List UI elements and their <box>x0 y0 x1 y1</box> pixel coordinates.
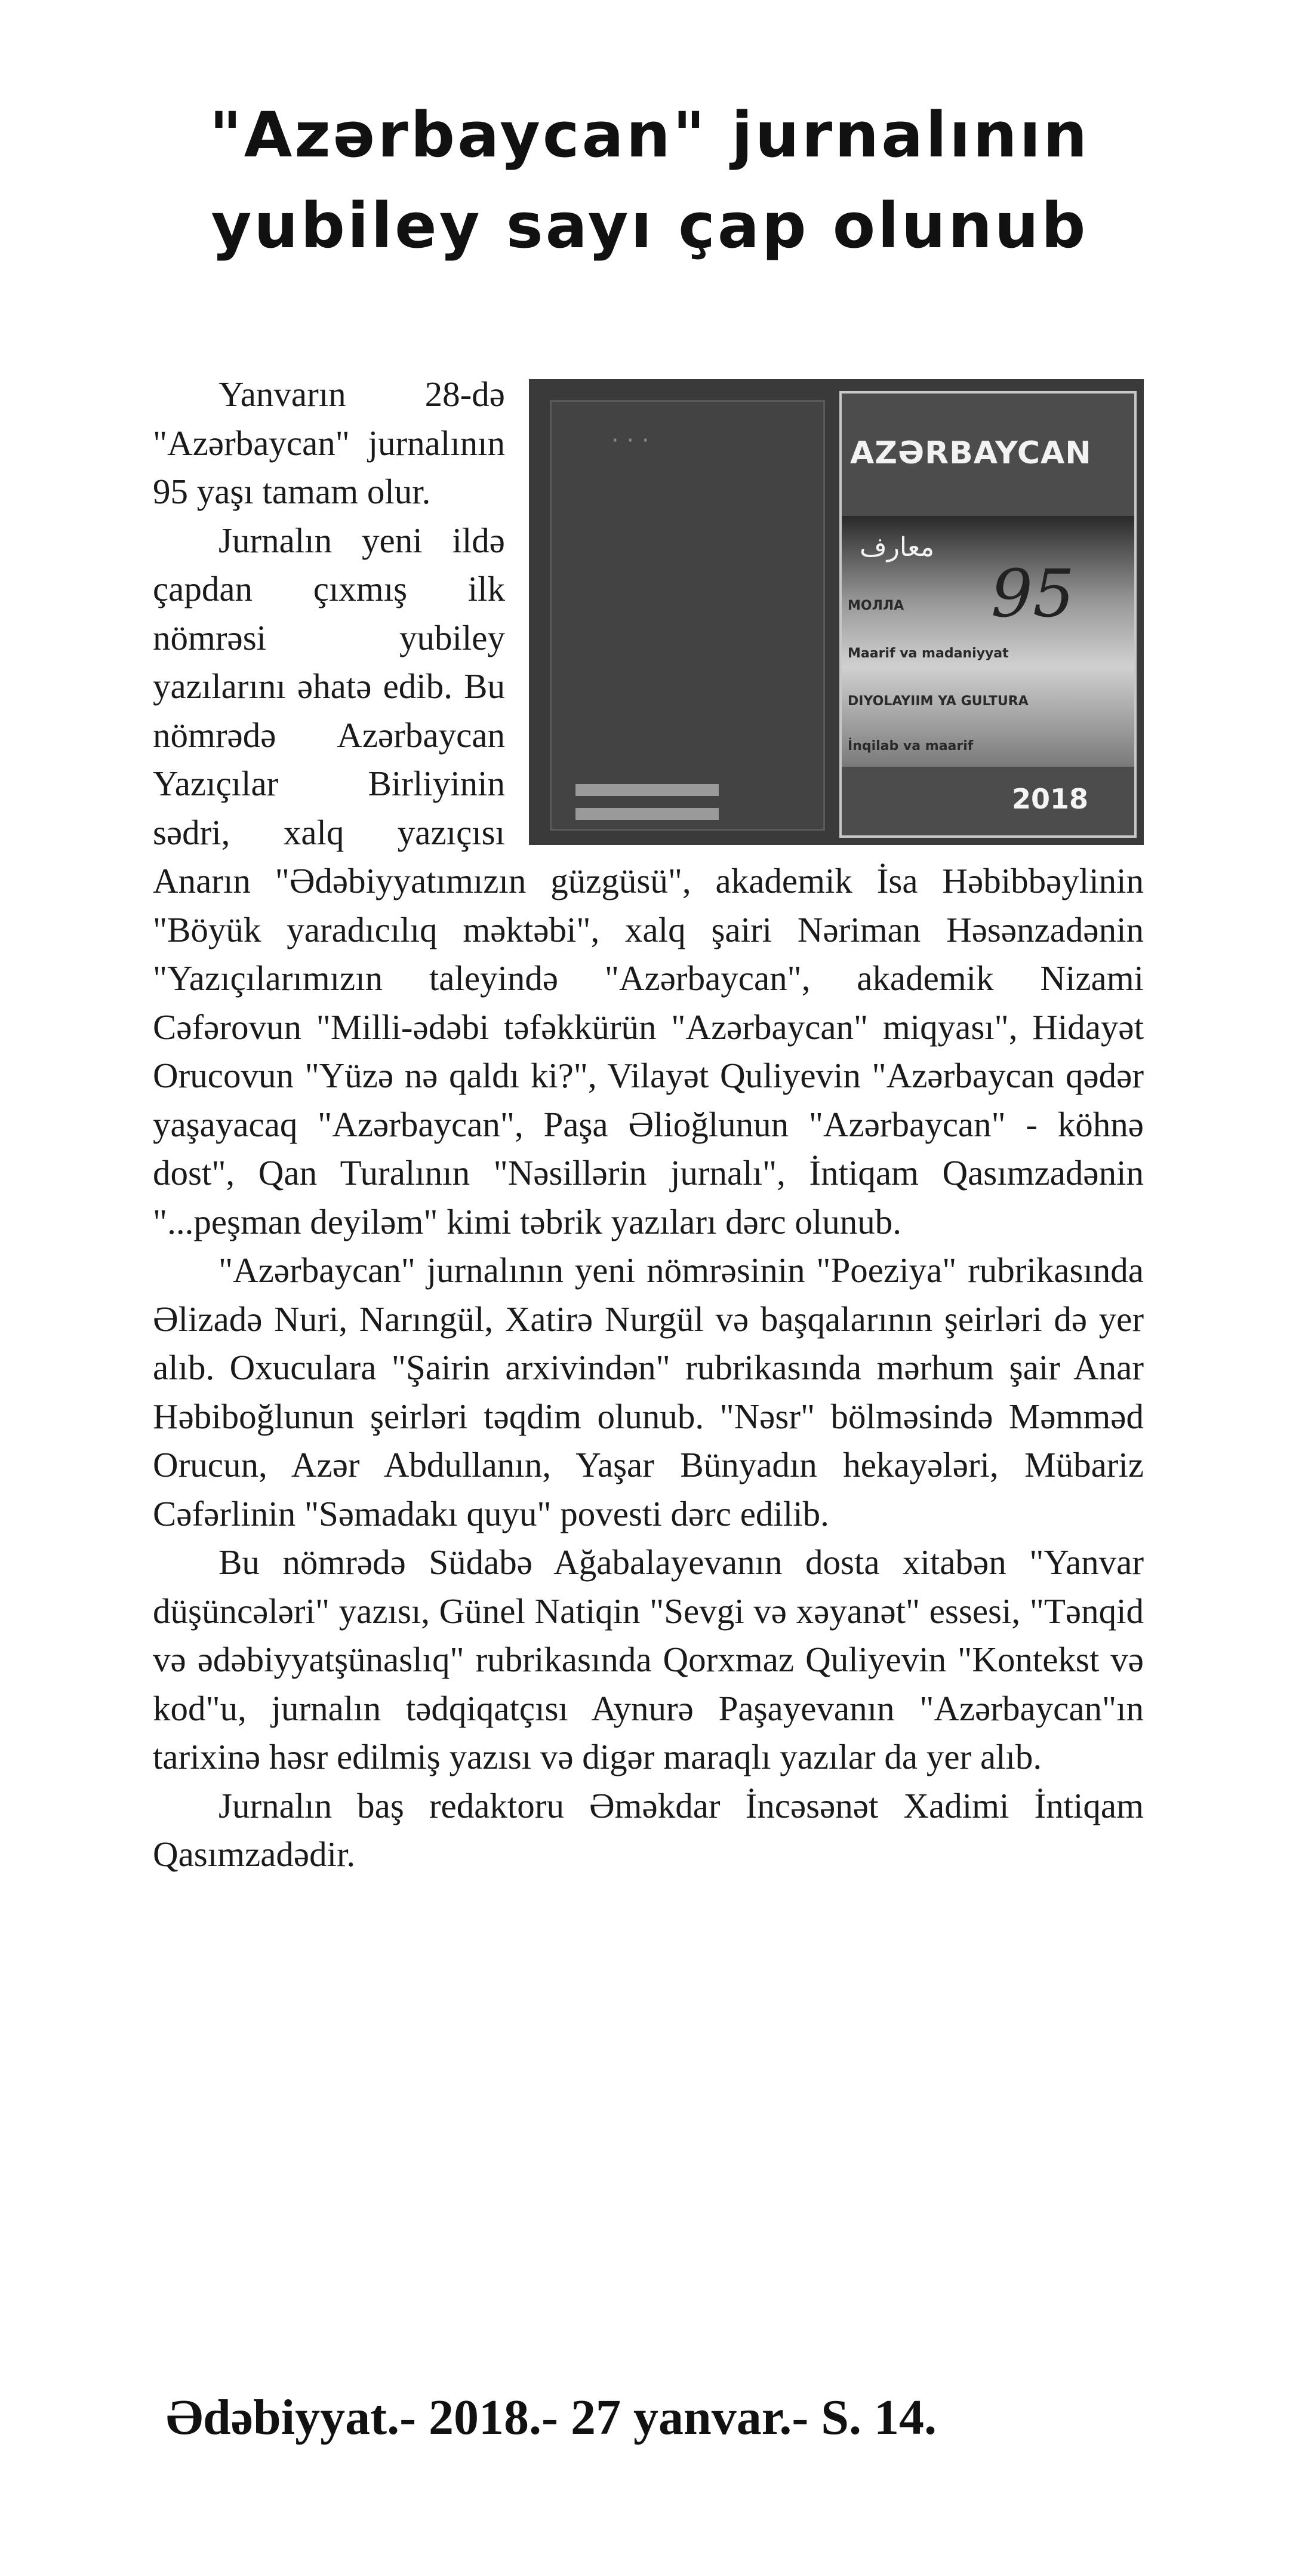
headline <box>0 90 1299 271</box>
cover-old-title: Maarif va madaniyyat <box>848 646 1009 661</box>
paragraph: "Azərbaycan" jurnalının yeni nömrəsinin "Poeziya" rubrikasında Əlizadə Nuri, Narıngül, Xatirə Nurgül və başqalarının şeirləri də yer alıb. Oxuculara "Şairin arxivindən" rubrikasında mərhum şair Anar Həbiboğlunun şeirləri təqdim olunub. "Nəsr" bölməsində Məmməd Orucun, Azər Abdullanın, Yaşar Bünyadın hekayələri, Mübariz Cəfərlinin "Səmadakı quyu" povesti dərc edilib. <box>153 1250 1144 1533</box>
paragraph: Yanvarın 28-də "Azərbaycan" jurnalının 95 yaşı tamam olur. <box>153 374 505 511</box>
cover-back-stamp <box>575 808 719 820</box>
headline-line-1: "Azərbaycan" jurnalının <box>209 99 1090 171</box>
paragraph: Bu nömrədə Südabə Ağabalayevanın dosta xitabən "Yanvar düşüncələri" yazısı, Günel Natiqin "Sevgi və xəyanət" essesi, "Tənqid və ədəbiyyatşünaslıq" rubrikasında Qorxmaz Quliyevin "Kontekst və kod"u, jurnalın tədqiqatçısı Aynurə Paşayevanın "Azərbaycan"ın tarixinə həsr edilmiş yazısı və digər maraqlı yazılar da yer alıb. <box>153 1542 1144 1776</box>
cover-anniversary-number: 95 <box>991 555 1075 632</box>
paragraph: Jurnalın baş redaktoru Əməkdar İncəsənət Xadimi İntiqam Qasımzadədir. <box>153 1785 1144 1874</box>
cover-back-title: · · · <box>611 427 650 454</box>
article-body <box>153 370 1144 1879</box>
source-citation: Ədəbiyyat.- 2018.- 27 yanvar.- S. 14. <box>166 2390 937 2445</box>
cover-old-title: МОЛЛА <box>848 598 904 613</box>
cover-front <box>839 391 1137 838</box>
cover-back-stamp <box>575 784 719 796</box>
cover-back <box>550 400 825 831</box>
cover-arabic-title: معارف <box>860 532 935 562</box>
cover-photo-band <box>842 516 1134 767</box>
headline-line-2: yubiley sayı çap olunub <box>211 189 1088 262</box>
cover-year: 2018 <box>1012 782 1089 815</box>
cover-old-title: DIYOLAYIIM YA GULTURA <box>848 694 1029 709</box>
cover-magazine-title: AZƏRBAYCAN <box>850 435 1092 471</box>
magazine-cover-photo <box>529 379 1144 845</box>
paragraph: Jurnalın yeni ildə çapdan çıxmış ilk nömrəsi yubiley yazılarını əhatə edib. Bu nömrədə Azərbaycan Yazıçılar Birliyinin sədri, xalq yazıçısı Anarın "Ədəbiyyatımızın güzgüsü", akademik İsa Həbibbəylinin "Böyük yaradıcılıq məktəbi", xalq şairi Nəriman Həsənzadənin "Yazıçılarımızın taleyində "Azərbaycan", akademik Nizami Cəfərovun "Milli-ədəbi təfəkkürün "Azərbaycan" miqyası", Hidayət Orucovun "Yüzə nə qaldı ki?", Vilayət Quliyevin "Azərbaycan qədər yaşayacaq "Azərbaycan", Paşa Əlioğlunun "Azərbaycan" - köhnə dost", Qan Turalının "Nəsillərin jurnalı", İntiqam Qasımzadənin "...peşman deyiləm" kimi təbrik yazıları dərc olunub. <box>153 520 1144 1241</box>
cover-old-title: İnqilab va maarif <box>848 739 974 754</box>
